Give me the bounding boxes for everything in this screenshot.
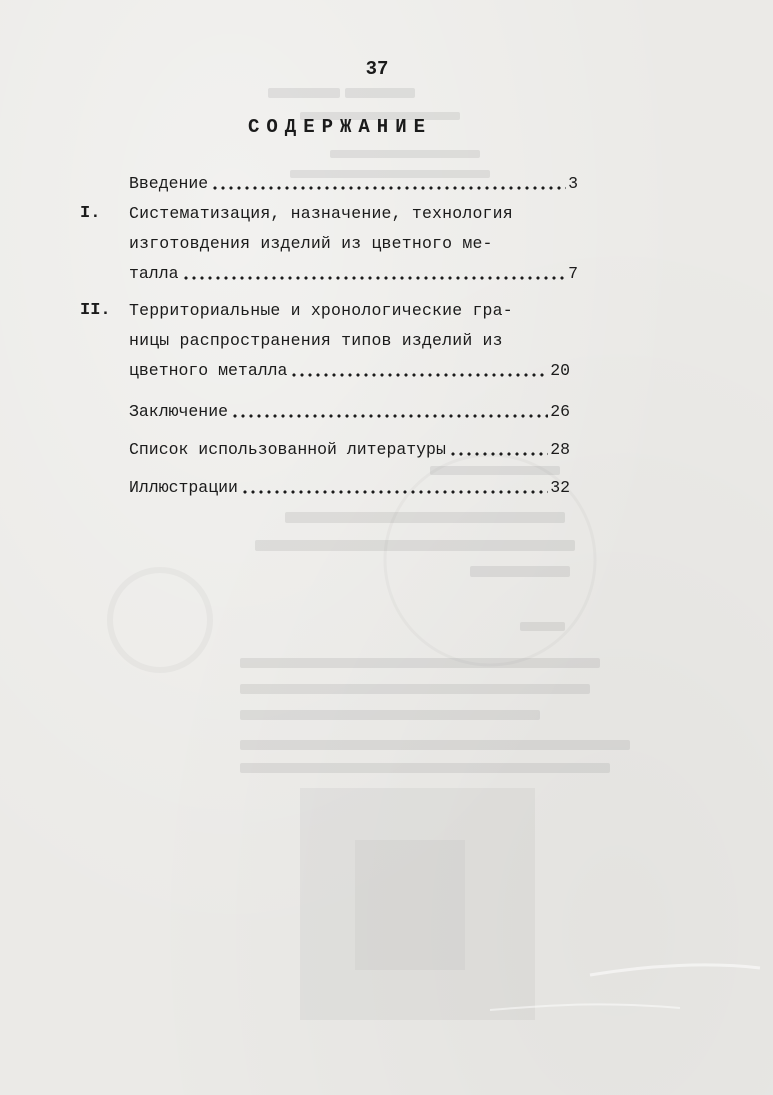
toc-text-line: ницы распространения типов изделий из	[129, 331, 503, 350]
chapter-numeral: II.	[80, 301, 111, 320]
dot-leader	[290, 373, 548, 377]
page-title: СОДЕРЖАНИЕ	[247, 116, 433, 138]
toc-label: Введение	[129, 174, 209, 193]
toc-entry-illustrations	[129, 474, 570, 498]
toc-text-line: Систематизация, назначение, технология	[129, 204, 513, 223]
toc-label: талла	[129, 264, 179, 283]
toc-entry-chapter-1	[129, 260, 578, 284]
toc-page-number: 26	[550, 402, 570, 421]
toc-entry-bibliography	[129, 436, 570, 460]
toc-label: Иллюстрации	[129, 478, 238, 497]
toc-page-number: 7	[568, 264, 578, 283]
toc-label: Список использованной литературы	[129, 440, 446, 459]
toc-page-number: 3	[568, 174, 578, 193]
dot-leader	[211, 186, 566, 190]
dot-leader	[231, 414, 548, 418]
toc-text-line: Территориальные и хронологические гра-	[129, 301, 513, 320]
page-number: 37	[365, 58, 389, 80]
toc-text-line: изготовдения изделий из цветного ме-	[129, 234, 493, 253]
toc-page-number: 32	[550, 478, 570, 497]
toc-entry-conclusion	[129, 398, 570, 422]
dot-leader	[449, 452, 548, 456]
toc-label: Заключение	[129, 402, 229, 421]
toc-entry-chapter-2	[129, 357, 570, 381]
toc-page-number: 28	[550, 440, 570, 459]
toc-page-number: 20	[550, 361, 570, 380]
toc-entry-introduction	[129, 170, 578, 194]
dot-leader	[182, 276, 567, 280]
toc-label: цветного металла	[129, 361, 288, 380]
chapter-numeral: I.	[80, 204, 101, 223]
dot-leader	[241, 490, 548, 494]
